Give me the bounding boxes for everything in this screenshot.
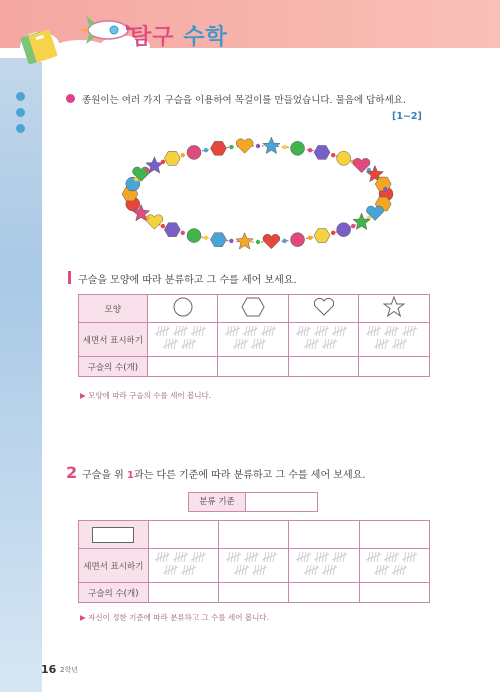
- heart-icon: [313, 296, 335, 318]
- left-side-band: [0, 0, 42, 692]
- page-title: [130, 20, 228, 51]
- hex-bead: [314, 146, 330, 160]
- q1-marker: [68, 271, 71, 284]
- q2-category-cell[interactable]: [148, 521, 218, 549]
- count-cell[interactable]: [218, 357, 289, 377]
- count-cell[interactable]: [359, 583, 429, 603]
- q2-number: 2: [66, 463, 78, 482]
- q2-note-text: 자신이 정한 기준에 따라 분류하고 그 수를 세어 봅니다.: [88, 613, 270, 622]
- tally-guide-icon: [292, 550, 356, 578]
- small-bead: [161, 224, 165, 228]
- count-cell[interactable]: [359, 357, 430, 377]
- q1-row-tally-label: 세면서 표시하기: [79, 323, 148, 357]
- q2-category-cell[interactable]: [218, 521, 288, 549]
- hex-bead: [164, 151, 180, 165]
- star-icon: [383, 296, 405, 318]
- q2-category-cell[interactable]: [289, 521, 359, 549]
- star-bead: [353, 213, 370, 229]
- rocket-icon: [80, 14, 134, 48]
- criteria-label: 분류 기준: [189, 493, 246, 511]
- small-bead: [204, 236, 208, 240]
- q2-text: [82, 466, 365, 481]
- intro-text: 종원이는 여러 가지 구슬을 이용하여 목걸이를 만들었습니다. 물음에 답하세요.: [82, 95, 406, 106]
- tally-cell[interactable]: [289, 549, 359, 583]
- tally-cell[interactable]: [359, 549, 429, 583]
- circle-bead: [187, 145, 201, 159]
- question-range: [1~2]: [392, 111, 422, 122]
- small-bead: [181, 231, 185, 235]
- tally-cell[interactable]: [288, 323, 359, 357]
- grade-label: 2학년: [60, 666, 78, 674]
- q2-text-a: 구슬을 위: [82, 470, 124, 481]
- q1-shape-heart: [288, 295, 359, 323]
- intro-bullet-icon: [66, 94, 75, 103]
- small-bead: [331, 231, 335, 235]
- small-bead: [161, 160, 165, 164]
- hexagon-icon: [241, 296, 265, 318]
- count-cell[interactable]: [148, 583, 218, 603]
- q1-note: [80, 390, 211, 401]
- q2-text-ref: 1: [127, 470, 134, 481]
- q2-table: [78, 520, 430, 603]
- circle-bead: [337, 151, 351, 165]
- small-bead: [383, 187, 387, 191]
- triangle-bullet-icon: ▶: [80, 391, 86, 400]
- heart-bead: [236, 139, 253, 153]
- small-bead: [351, 224, 355, 228]
- small-bead: [256, 144, 260, 148]
- q2-category-cell[interactable]: [359, 521, 429, 549]
- tally-cell[interactable]: [218, 323, 289, 357]
- criteria-input[interactable]: [246, 493, 316, 511]
- tally-guide-icon: [222, 550, 286, 578]
- criteria-box: [188, 492, 318, 512]
- q1-text: 구슬을 모양에 따라 분류하고 그 수를 세어 보세요.: [78, 275, 297, 286]
- q1-note-text: 모양에 따라 구슬의 수를 세어 봅니다.: [88, 391, 212, 400]
- hex-bead: [164, 223, 180, 237]
- small-bead: [282, 239, 286, 243]
- blank-label-box[interactable]: [92, 527, 134, 543]
- star-bead: [263, 137, 280, 153]
- circle-bead: [337, 223, 351, 237]
- circle-bead: [187, 229, 201, 243]
- small-bead: [181, 153, 185, 157]
- q2-note: [80, 612, 269, 623]
- count-cell[interactable]: [147, 357, 218, 377]
- tally-cell[interactable]: [148, 549, 218, 583]
- small-bead: [308, 148, 312, 152]
- count-cell[interactable]: [218, 583, 288, 603]
- q1-row-count-label: 구슬의 수(개): [79, 357, 148, 377]
- count-cell[interactable]: [288, 357, 359, 377]
- small-bead: [229, 145, 233, 149]
- q2-row-count-label: 구슬의 수(개): [79, 583, 149, 603]
- star-bead: [236, 233, 253, 249]
- q2-blank-header-cell: [79, 521, 149, 549]
- tally-guide-icon: [221, 324, 285, 352]
- small-bead: [145, 168, 149, 172]
- tally-guide-icon: [362, 324, 426, 352]
- tally-guide-icon: [362, 550, 426, 578]
- q1-row-shape-label: 모양: [79, 295, 148, 323]
- hex-bead: [210, 233, 226, 247]
- small-bead: [282, 145, 286, 149]
- tally-cell[interactable]: [147, 323, 218, 357]
- tally-cell[interactable]: [359, 323, 430, 357]
- tally-guide-icon: [151, 324, 215, 352]
- small-bead: [256, 240, 260, 244]
- circle-bead: [291, 141, 305, 155]
- small-bead: [204, 148, 208, 152]
- book-icon: [20, 26, 58, 66]
- small-bead: [331, 153, 335, 157]
- heart-bead: [263, 234, 280, 248]
- hex-bead: [210, 141, 226, 155]
- title-part-2: 수학: [183, 25, 228, 50]
- triangle-bullet-icon: ▶: [80, 613, 86, 622]
- page-number: 16: [41, 663, 57, 676]
- q2-text-b: 과는 다른 기준에 따라 분류하고 그 수를 세어 보세요.: [133, 470, 366, 481]
- circle-icon: [172, 296, 194, 318]
- tally-guide-icon: [151, 550, 215, 578]
- q1-shape-star: [359, 295, 430, 323]
- hex-bead: [314, 229, 330, 243]
- title-part-1: 탐구: [130, 25, 175, 50]
- q1-shape-hexagon: [218, 295, 289, 323]
- circle-bead: [291, 233, 305, 247]
- small-bead: [229, 239, 233, 243]
- necklace-illustration: [118, 130, 400, 258]
- tally-cell[interactable]: [218, 549, 288, 583]
- count-cell[interactable]: [289, 583, 359, 603]
- small-bead: [308, 236, 312, 240]
- q2-row-tally-label: 세면서 표시하기: [79, 549, 149, 583]
- q1-table: [78, 294, 430, 377]
- q1-shape-circle: [147, 295, 218, 323]
- tally-guide-icon: [292, 324, 356, 352]
